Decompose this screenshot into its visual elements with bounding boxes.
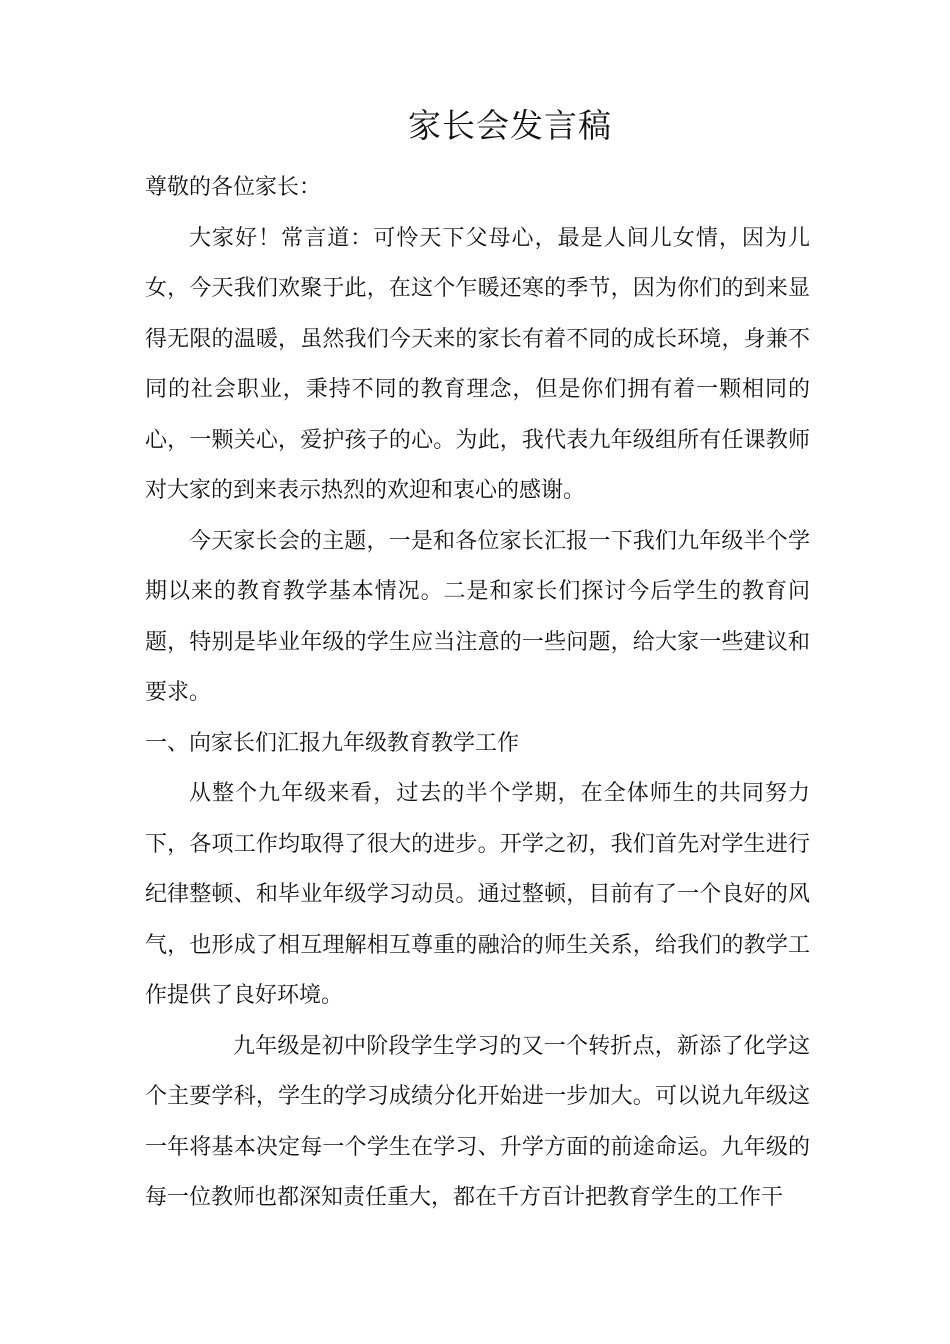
paragraph-turning-point: 九年级是初中阶段学生学习的又一个转折点，新添了化学这个主要学科，学生的学习成绩分化开始进一步加大。可以说九年级这一年将基本决定每一个学生在学习、升学方面的前途命运。九年级的每一位教师也都深知责任重大，都在千方百计把教育学生的工作干 <box>145 1033 810 1210</box>
paragraph-theme: 今天家长会的主题，一是和各位家长汇报一下我们九年级半个学期以来的教育教学基本情况。二是和家长们探讨今后学生的教育问题，特别是毕业年级的学生应当注意的一些问题，给大家一些建议和要求。 <box>145 528 810 705</box>
section-heading: 一、向家长们汇报九年级教育教学工作 <box>145 730 520 756</box>
paragraph-overview: 从整个九年级来看，过去的半个学期，在全体师生的共同努力下，各项工作均取得了很大的进步。开学之初，我们首先对学生进行纪律整顿、和毕业年级学习动员。通过整顿，目前有了一个良好的风气，也形成了相互理解相互尊重的融洽的师生关系，给我们的教学工作提供了良好环境。 <box>145 781 810 1008</box>
document-title: 家长会发言稿 <box>408 106 612 145</box>
greeting: 尊敬的各位家长： <box>145 175 322 200</box>
paragraph-welcome: 大家好！常言道：可怜天下父母心，最是人间儿女情，因为儿女，今天我们欢聚于此，在这个乍暖还寒的季节，因为你们的到来显得无限的温暖，虽然我们今天来的家长有着不同的成长环境，身兼不同的社会职业，秉持不同的教育理念，但是你们拥有着一颗相同的心，一颗关心，爱护孩子的心。为此，我代表九年级组所有任课教师对大家的到来表示热烈的欢迎和衷心的感谢。 <box>145 225 810 503</box>
document-body <box>145 163 810 1224</box>
